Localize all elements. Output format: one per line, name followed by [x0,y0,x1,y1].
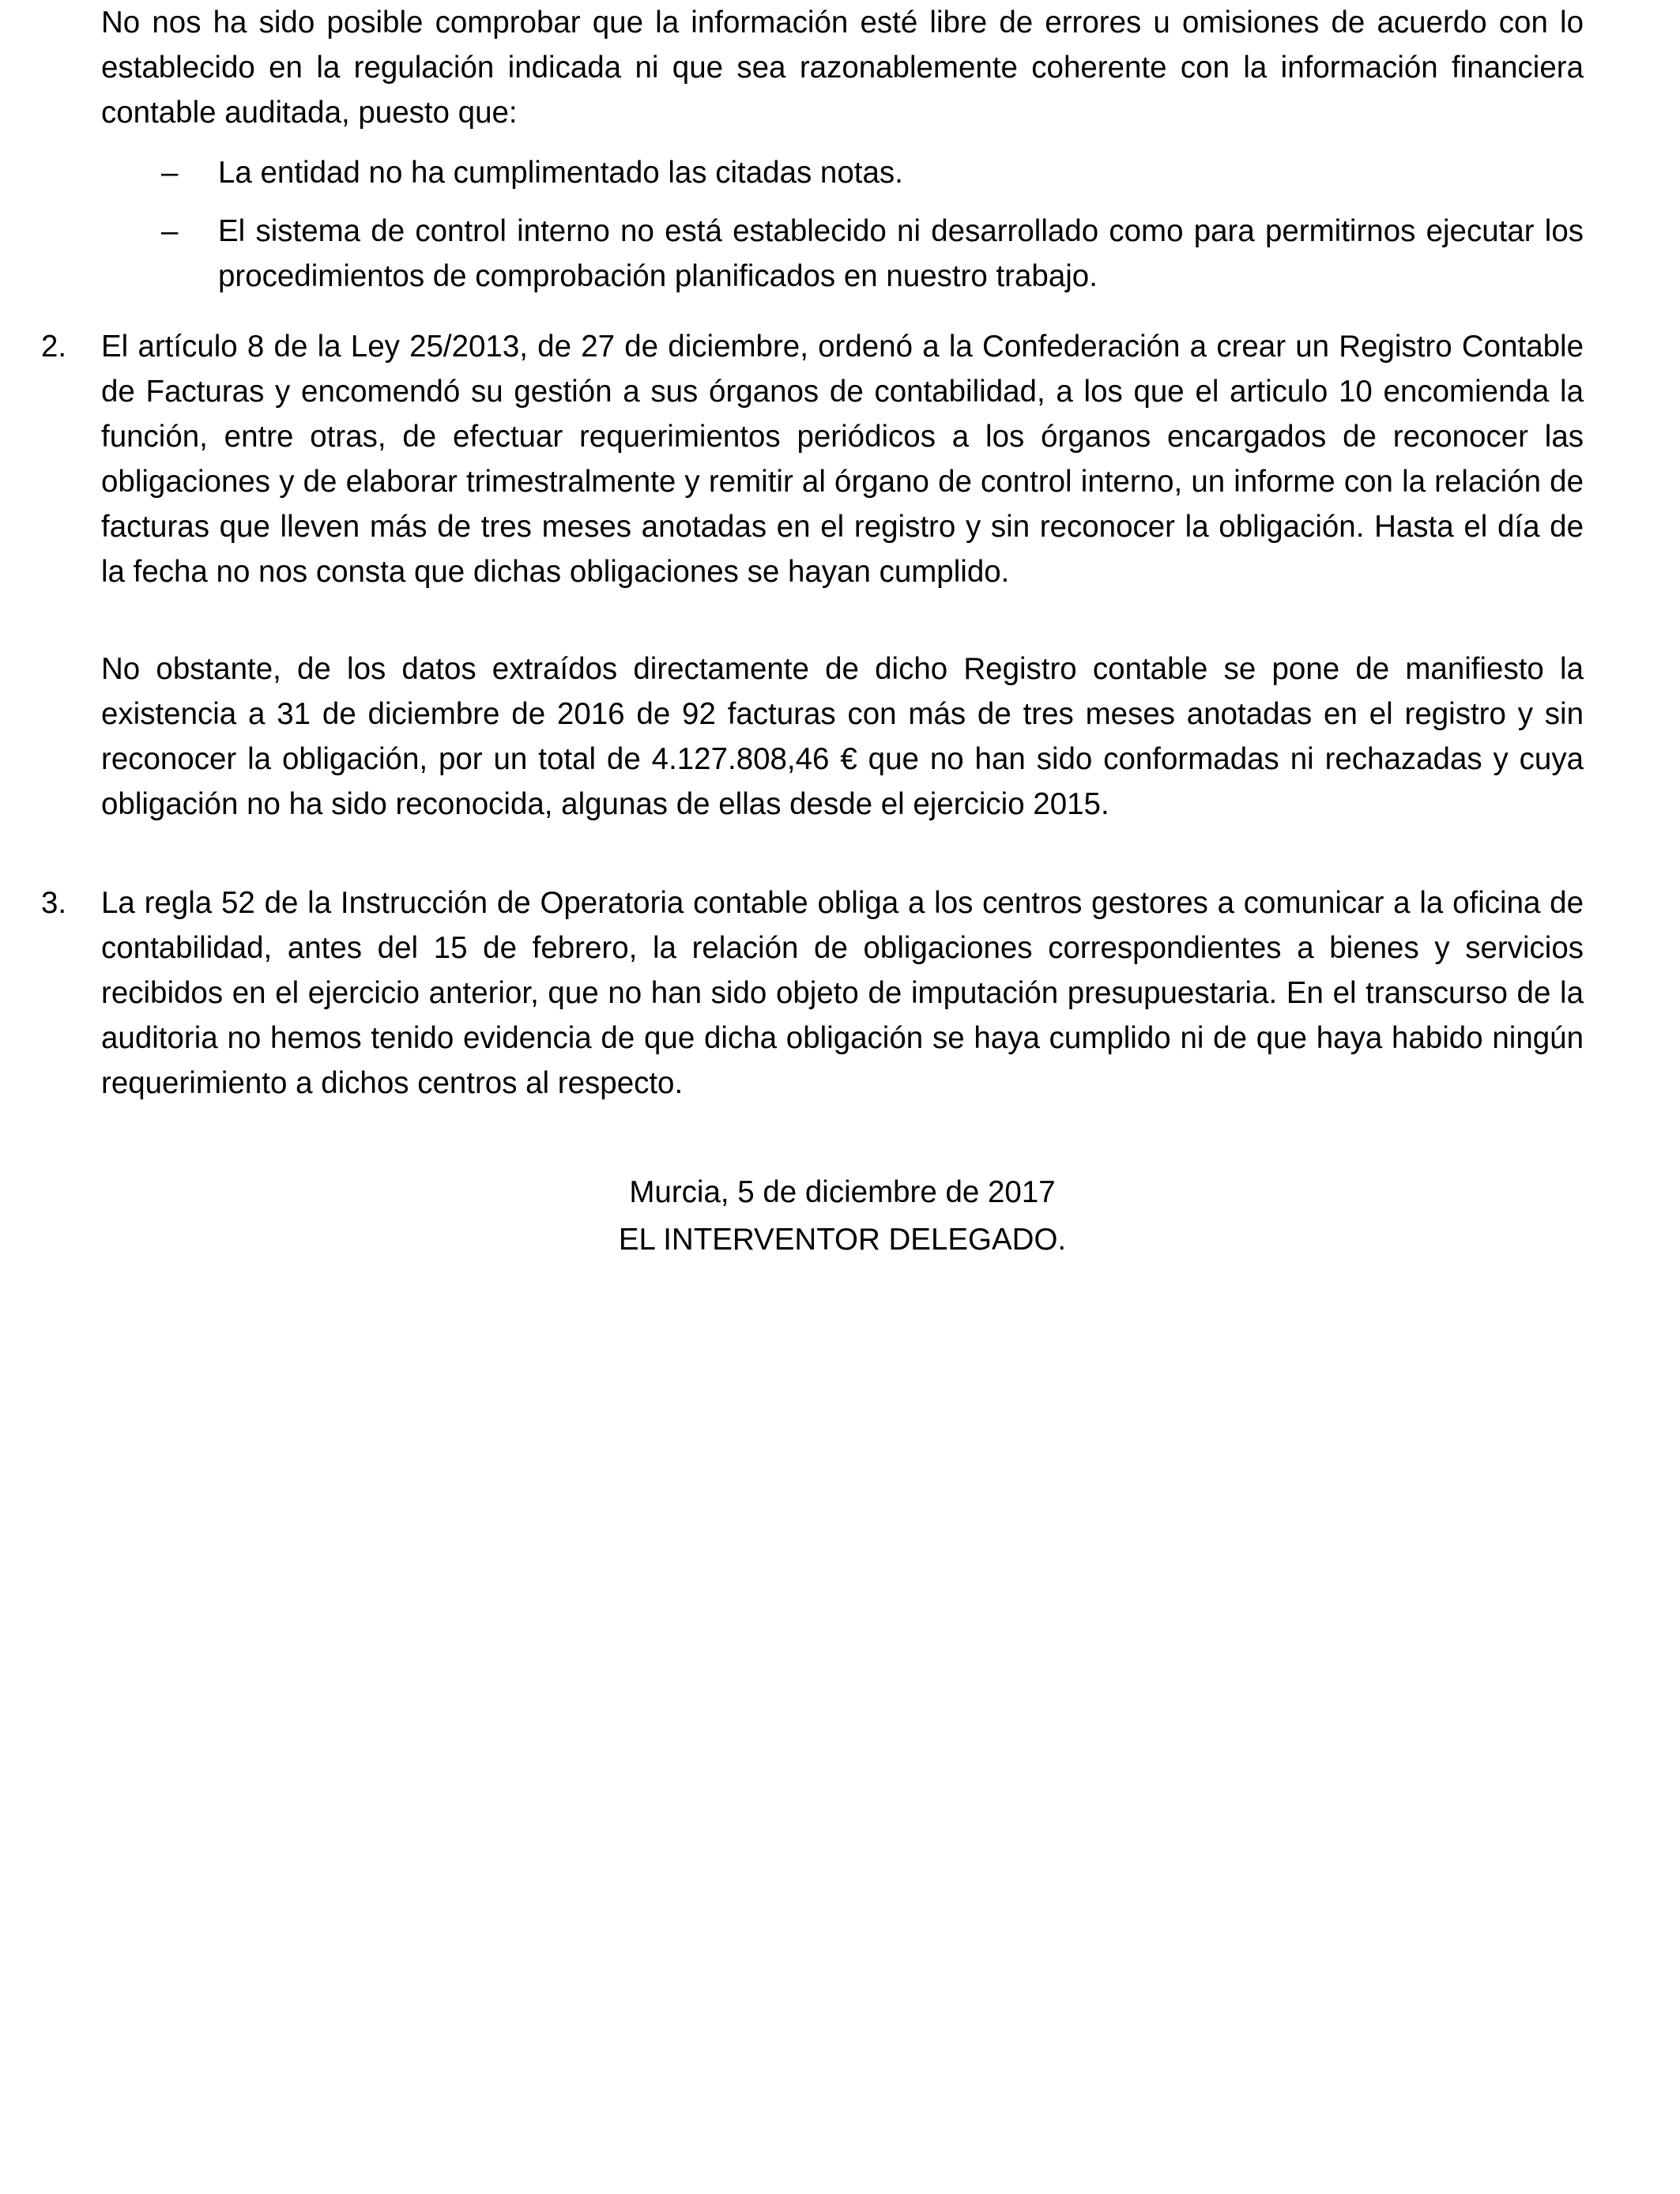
item-2-text-2: No obstante, de los datos extraídos directamente de dicho Registro contable se pone de manifiesto la existencia a 31 de diciembre de 2016 de 92 facturas con más de tres meses anotadas en el registro y sin reconocer la obligación, por un total de 4.127.808,46 € que no han sido conformadas ni rechazadas y cuya obligación no ha sido reconocida, algunas de ellas desde el ejercicio 2015. [101,652,1584,821]
item-2-text-1: El artículo 8 de la Ley 25/2013, de 27 de diciembre, ordenó a la Confederación a crear un Registro Contable de Facturas y encomendó su gestión a sus órganos de contabilidad, a los que el articulo 10 encomienda la función, entre otras, de efectuar requerimientos periódicos a los órganos encargados de reconocer las obligaciones y de elaborar trimestralmente y remitir al órgano de control interno, un informe con la relación de facturas que lleven más de tres meses anotadas en el registro y sin reconocer la obligación. Hasta el día de la fecha no nos consta que dichas obligaciones se hayan cumplido. [101,330,1584,589]
closing-block [0,1170,1680,1262]
bullet-item-2 [161,209,1584,299]
item-2-paragraph-1 [101,324,1584,594]
bullet-item-1 [161,150,1584,195]
signer-title: EL INTERVENTOR DELEGADO. [618,1223,1067,1257]
bullet-text-2: El sistema de control interno no está establecido ni desarrollado como para permitirnos ejecutar los procedimientos de comprobación planificados en nuestro trabajo. [218,214,1584,293]
dash-marker: – [161,214,179,248]
place-date: Murcia, 5 de diciembre de 2017 [629,1175,1056,1209]
item-number-2: 2. [41,330,67,364]
intro-text: No nos ha sido posible comprobar que la información esté libre de errores u omisiones de acuerdo con lo establecido en la regulación indicada ni que sea razonablemente coherente con la información financiera contable auditada, puesto que: [101,6,1584,130]
intro-paragraph [101,0,1584,135]
bullet-text-1: La entidad no ha cumplimentado las citadas notas. [218,156,903,190]
item-number-3: 3. [41,886,67,920]
dash-marker: – [161,156,179,190]
item-2-paragraph-2 [101,647,1584,827]
item-3-text: La regla 52 de la Instrucción de Operatoria contable obliga a los centros gestores a comunicar a la oficina de contabilidad, antes del 15 de febrero, la relación de obligaciones correspondientes a bienes y servicios recibidos en el ejercicio anterior, que no han sido objeto de imputación presupuestaria. En el transcurso de la auditoria no hemos tenido evidencia de que dicha obligación se haya cumplido ni de que haya habido ningún requerimiento a dichos centros al respecto. [101,886,1584,1100]
item-3-paragraph [101,880,1584,1106]
